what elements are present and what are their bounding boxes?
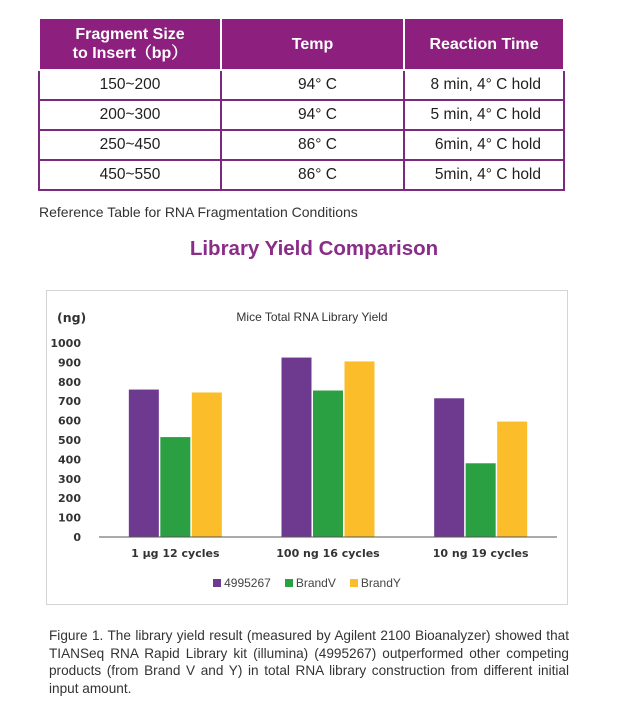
- legend-item: [350, 576, 401, 590]
- y-tick-label: 300: [58, 472, 81, 486]
- y-axis-label: (ng): [57, 310, 87, 325]
- x-tick-label: 10 ng 19 cycles: [432, 547, 529, 560]
- y-tick-label: 1000: [50, 337, 81, 350]
- section-title: Library Yield Comparison: [189, 237, 439, 260]
- y-tick-label: 500: [58, 434, 81, 447]
- y-tick-label: 600: [58, 414, 81, 428]
- bar-brandy-3: [497, 422, 527, 537]
- bar-4995267-3: [434, 398, 464, 537]
- fragmentation-table: [38, 17, 565, 191]
- y-tick-label: 0: [73, 531, 81, 544]
- cell-reaction-time: 6min, 4° C hold: [404, 130, 564, 160]
- table-row: [39, 130, 564, 160]
- cell-fragment-size: 450~550: [39, 160, 221, 190]
- table-row: [39, 100, 564, 130]
- legend-label: 4995267: [224, 576, 271, 590]
- bar-brandv-2: [313, 391, 343, 537]
- header-reaction-time: Reaction Time: [404, 18, 564, 70]
- table-caption: Reference Table for RNA Fragmentation Conditions: [39, 204, 358, 220]
- cell-temp: 86° C: [221, 130, 404, 160]
- cell-temp: 94° C: [221, 100, 404, 130]
- y-tick-label: 200: [58, 492, 81, 506]
- cell-temp: 94° C: [221, 70, 404, 100]
- cell-fragment-size: 150~200: [39, 70, 221, 100]
- legend-label: BrandY: [360, 576, 401, 590]
- figure-caption: Figure 1. The library yield result (measured by Agilent 2100 Bioanalyzer) showed that TIANSeq RNA Rapid Library kit (illumina) (4995267) outperformed other competing products (from Brand V and Y) in total RNA library construction from different initial input amount.: [49, 628, 569, 696]
- cell-fragment-size: 200~300: [39, 100, 221, 130]
- x-axis-labels: [131, 547, 529, 560]
- bar-brandv-3: [466, 463, 496, 537]
- bar-brandv-1: [160, 437, 190, 537]
- chart-legend: [47, 576, 567, 590]
- cell-temp: 86° C: [221, 160, 404, 190]
- cell-reaction-time: 5 min, 4° C hold: [404, 100, 564, 130]
- bar-brandy-1: [192, 392, 222, 537]
- bar-chart: [46, 290, 568, 605]
- bar-brandy-2: [345, 361, 375, 537]
- header-temp: Temp: [221, 18, 404, 70]
- bar-4995267-2: [282, 358, 312, 537]
- chart-title: Mice Total RNA Library Yield: [236, 310, 388, 324]
- legend-label: BrandV: [295, 576, 336, 590]
- x-tick-label: 1 µg 12 cycles: [131, 547, 220, 560]
- table-row: [39, 160, 564, 190]
- legend-item: [213, 576, 271, 590]
- y-tick-label: 900: [58, 356, 81, 370]
- legend-swatch: [213, 579, 221, 587]
- legend-swatch: [350, 579, 358, 587]
- y-tick-label: 800: [58, 375, 81, 389]
- y-tick-label: 100: [58, 511, 81, 525]
- cell-fragment-size: 250~450: [39, 130, 221, 160]
- y-tick-label: 400: [58, 453, 81, 467]
- bar-4995267-1: [129, 390, 159, 537]
- bars: [129, 358, 527, 537]
- cell-reaction-time: 8 min, 4° C hold: [404, 70, 564, 100]
- legend-item: [285, 576, 336, 590]
- x-tick-label: 100 ng 16 cycles: [276, 547, 380, 560]
- legend-swatch: [285, 579, 293, 587]
- chart-canvas: [47, 291, 567, 604]
- y-axis-ticks: [50, 337, 81, 544]
- header-fragment-size: Fragment Size to Insert（bp）: [39, 18, 221, 70]
- table-header-row: [39, 18, 564, 70]
- cell-reaction-time: 5min, 4° C hold: [404, 160, 564, 190]
- table-row: [39, 70, 564, 100]
- y-tick-label: 700: [58, 395, 81, 409]
